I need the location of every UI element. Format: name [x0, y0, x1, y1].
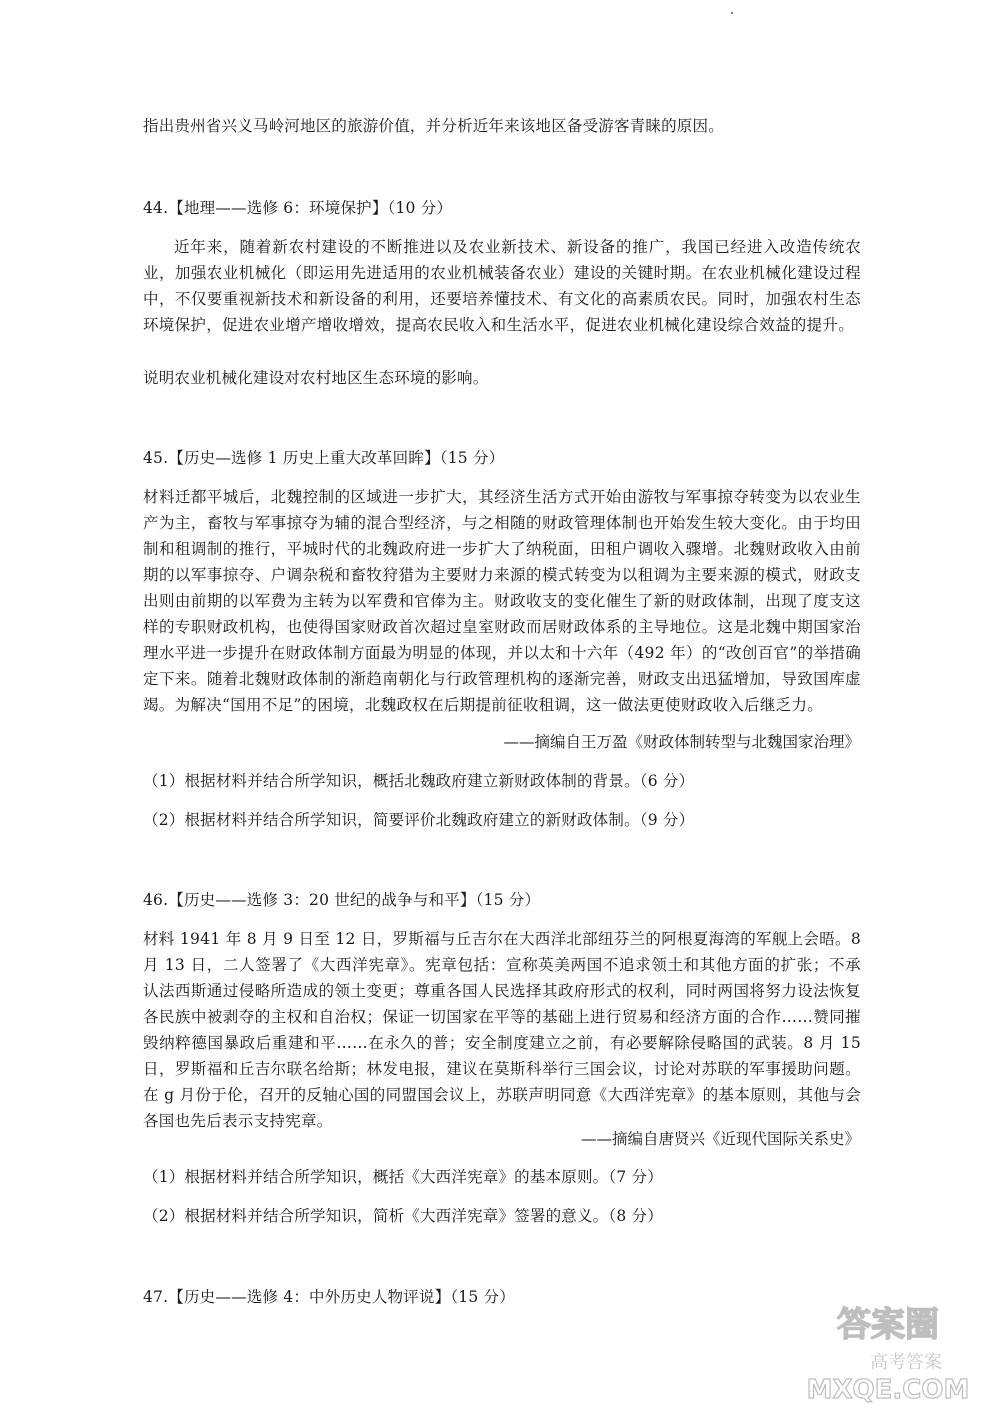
q46-heading: 46.【历史——选修 3：20 世纪的战争与和平】（15 分） — [143, 891, 541, 909]
q44-question: 说明农业机械化建设对农村地区生态环境的影响。 — [143, 369, 489, 387]
q45-material: 材料迁都平城后，北魏控制的区域进一步扩大，其经济生活方式开始由游牧与军事掠夺转变为以农业生产为主，畜牧与军事掠夺为辅的混合型经济，与之相随的财政管理体制也开始发生较大变化。由于均田制和租调制的推行，平城时代的北魏政府进一步扩大了纳税面，田租户调收入骤增。北魏财政收入由前期的以军事掠夺、户调杂税和畜牧狩猎为主要财力来源的模式转变为以租调为主要来源的模式，财政支出则由前期的以军费为主转为以军费和官俸为主。财政收支的变化催生了新的财政体制，出现了度支这样的专职财政机构，也使得国家财政首次超过皇室财政而居财政体系的主导地位。这是北魏中期国家治理水平进一步提升在财政体制方面最为明显的体现，并以太和十六年（492 年）的“改创百官”的举措确定下来。随着北魏财政体制的渐趋南朝化与行政管理机构的逐渐完善，财政支出迅猛增加，导致国库虚竭。为解决“国用不足”的困境，北魏政权在后期提前征收租调，这一做法更使财政收入后继乏力。 — [143, 488, 861, 714]
watermark-domain: MXQE.COM — [806, 1375, 970, 1404]
q47-heading: 47.【历史——选修 4：中外历史人物评说】（15 分） — [143, 1288, 515, 1306]
q46-subquestion-1: （1）根据材料并结合所学知识，概括《大西洋宪章》的基本原则。（7 分） — [143, 1168, 663, 1186]
intro-question-line: 指出贵州省兴义马岭河地区的旅游价值，并分析近年来该地区备受游客青睐的原因。 — [143, 117, 724, 135]
watermark-subtitle: 高考答案 — [870, 1352, 942, 1373]
q46-source: ——摘编自唐贤兴《近现代国际关系史》 — [580, 1130, 860, 1148]
q45-source: ——摘编自王万盈《财政体制转型与北魏国家治理》 — [503, 733, 860, 751]
q45-heading: 45.【历史—选修 1 历史上重大改革回眸】（15 分） — [143, 449, 505, 467]
q44-material: 近年来，随着新农村建设的不断推进以及农业新技术、新设备的推广，我国已经进入改造传统农业，加强农业机械化（即运用先进适用的农业机械装备农业）建设的关键时期。在农业机械化建设过程中，不仅要重视新技术和新设备的利用，还要培养懂技术、有文化的高素质农民。同时，加强农村生态环境保护，促进农业增产增收增效，提高农民收入和生活水平，促进农业机械化建设综合效益的提升。 — [143, 238, 861, 334]
watermark-title: 答案圈 — [837, 1305, 939, 1345]
q46-subquestion-2: （2）根据材料并结合所学知识，简析《大西洋宪章》签署的意义。（8 分） — [143, 1207, 663, 1225]
q45-subquestion-2: （2）根据材料并结合所学知识，简要评价北魏政府建立的新财政体制。（9 分） — [143, 811, 695, 829]
q44-heading: 44.【地理——选修 6：环境保护】（10 分） — [143, 199, 453, 217]
watermark-logo — [788, 1294, 988, 1404]
q46-material: 材料 1941 年 8 月 9 日至 12 日，罗斯福与丘吉尔在大西洋北部纽芬兰的阿根夏海湾的军舰上会晤。8 月 13 日，二人签署了《大西洋宪章》。宪章包括：宣称英美两国不追求领土和其他方面的扩张；不承认法西斯通过侵略所造成的领土变更；尊重各国人民选择其政府形式的权利，同时两国将努力设法恢复各民族中被剥夺的主权和自治权；保证一切国家在平等的基础上进行贸易和经济方面的合作……赞同摧毁纳粹德国暴政后重建和平……在永久的普；安全制度建立之前，有必要解除侵略国的武装。8 月 15 日，罗斯福和丘吉尔联名给斯；林发电报，建议在莫斯科举行三国会议，讨论对苏联的军事援助问题。在 g 月份于伦，召开的反轴心国的同盟国会议上，苏联声明同意《大西洋宪章》的基本原则，其他与会各国也先后表示支持宪章。 — [143, 930, 861, 1130]
q45-subquestion-1: （1）根据材料并结合所学知识，概括北魏政府建立新财政体制的背景。（6 分） — [143, 772, 695, 790]
scan-speck — [731, 12, 733, 14]
